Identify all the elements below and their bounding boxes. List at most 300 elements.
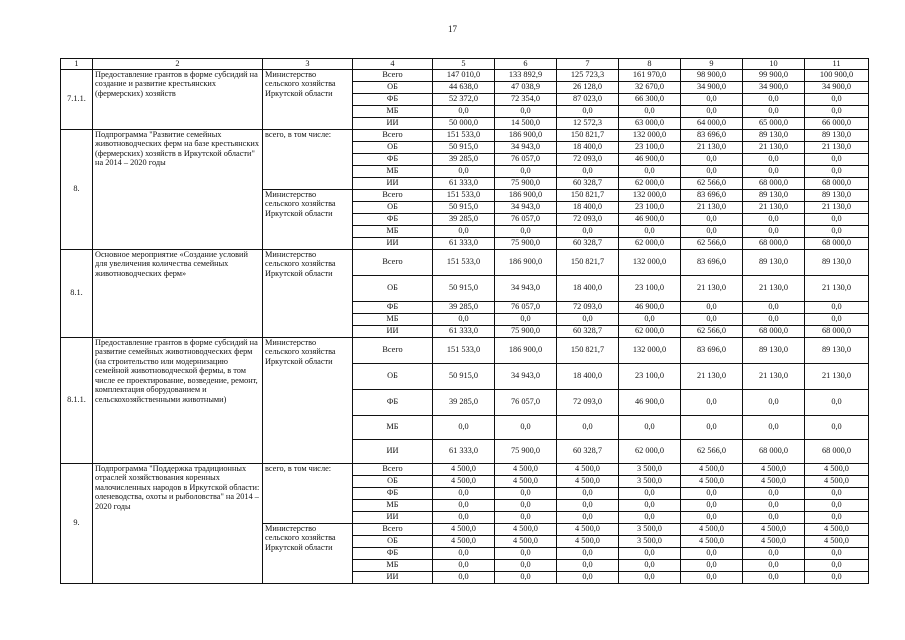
item-name: Основное мероприятие «Создание условий для увеличения количества семейных животноводческих ферм»: [93, 249, 263, 337]
funding-source: Всего: [353, 337, 433, 363]
item-number: 9.: [61, 463, 93, 583]
item-name: Подпрограмма "Поддержка традиционных отраслей хозяйствования коренных малочисленных народов в Иркутской области: оленеводства, охоты и рыболовства" на 2014 – 2020 годы: [93, 463, 263, 583]
amount-cell: 46 900,0: [619, 153, 681, 165]
funding-source: ИИ: [353, 511, 433, 523]
amount-cell: 0,0: [743, 571, 805, 583]
amount-cell: 0,0: [557, 499, 619, 511]
amount-cell: 18 400,0: [557, 275, 619, 301]
amount-cell: 4 500,0: [805, 535, 869, 547]
amount-cell: 68 000,0: [743, 439, 805, 463]
amount-cell: 0,0: [805, 559, 869, 571]
amount-cell: 186 900,0: [495, 249, 557, 275]
funding-source: Всего: [353, 69, 433, 81]
amount-cell: 4 500,0: [433, 463, 495, 475]
amount-cell: 76 057,0: [495, 389, 557, 415]
amount-cell: 26 128,0: [557, 81, 619, 93]
funding-source: ИИ: [353, 237, 433, 249]
amount-cell: 0,0: [557, 165, 619, 177]
amount-cell: 0,0: [681, 313, 743, 325]
amount-cell: 39 285,0: [433, 301, 495, 313]
amount-cell: 61 333,0: [433, 439, 495, 463]
amount-cell: 39 285,0: [433, 389, 495, 415]
amount-cell: 0,0: [495, 487, 557, 499]
amount-cell: 0,0: [619, 313, 681, 325]
table-row: [61, 129, 869, 141]
amount-cell: 0,0: [557, 415, 619, 439]
funding-source: ОБ: [353, 141, 433, 153]
amount-cell: 18 400,0: [557, 363, 619, 389]
amount-cell: 23 100,0: [619, 275, 681, 301]
amount-cell: 132 000,0: [619, 129, 681, 141]
amount-cell: 0,0: [433, 165, 495, 177]
funding-source: Всего: [353, 249, 433, 275]
executor: Министерство сельского хозяйства Иркутской области: [263, 189, 353, 249]
amount-cell: 0,0: [743, 225, 805, 237]
amount-cell: 151 533,0: [433, 249, 495, 275]
amount-cell: 83 696,0: [681, 189, 743, 201]
funding-source: Всего: [353, 523, 433, 535]
amount-cell: 89 130,0: [805, 337, 869, 363]
amount-cell: 0,0: [495, 559, 557, 571]
amount-cell: 0,0: [681, 165, 743, 177]
amount-cell: 0,0: [433, 487, 495, 499]
amount-cell: 4 500,0: [743, 535, 805, 547]
amount-cell: 0,0: [495, 511, 557, 523]
amount-cell: 23 100,0: [619, 141, 681, 153]
funding-source: ИИ: [353, 571, 433, 583]
amount-cell: 52 372,0: [433, 93, 495, 105]
header-cell: 1: [61, 59, 93, 70]
amount-cell: 50 915,0: [433, 201, 495, 213]
amount-cell: 64 000,0: [681, 117, 743, 129]
amount-cell: 132 000,0: [619, 189, 681, 201]
amount-cell: 4 500,0: [495, 535, 557, 547]
funding-source: Всего: [353, 189, 433, 201]
funding-source: МБ: [353, 165, 433, 177]
amount-cell: 0,0: [433, 499, 495, 511]
funding-source: МБ: [353, 499, 433, 511]
amount-cell: 83 696,0: [681, 129, 743, 141]
funding-table: [60, 58, 869, 584]
amount-cell: 61 333,0: [433, 325, 495, 337]
amount-cell: 34 900,0: [805, 81, 869, 93]
header-cell: 5: [433, 59, 495, 70]
amount-cell: 46 900,0: [619, 389, 681, 415]
amount-cell: 0,0: [805, 165, 869, 177]
amount-cell: 0,0: [805, 499, 869, 511]
amount-cell: 75 900,0: [495, 237, 557, 249]
amount-cell: 0,0: [805, 153, 869, 165]
amount-cell: 151 533,0: [433, 337, 495, 363]
amount-cell: 4 500,0: [681, 523, 743, 535]
amount-cell: 0,0: [805, 547, 869, 559]
amount-cell: 68 000,0: [805, 237, 869, 249]
amount-cell: 0,0: [743, 415, 805, 439]
amount-cell: 3 500,0: [619, 463, 681, 475]
executor: Министерство сельского хозяйства Иркутской области: [263, 523, 353, 583]
amount-cell: 186 900,0: [495, 129, 557, 141]
amount-cell: 34 943,0: [495, 201, 557, 213]
amount-cell: 0,0: [743, 313, 805, 325]
amount-cell: 76 057,0: [495, 301, 557, 313]
amount-cell: 4 500,0: [557, 535, 619, 547]
funding-source: МБ: [353, 415, 433, 439]
amount-cell: 125 723,3: [557, 69, 619, 81]
header-cell: 6: [495, 59, 557, 70]
funding-source: ФБ: [353, 301, 433, 313]
header-row: [61, 59, 869, 70]
funding-source: ИИ: [353, 117, 433, 129]
amount-cell: 0,0: [743, 93, 805, 105]
amount-cell: 34 943,0: [495, 363, 557, 389]
amount-cell: 0,0: [681, 153, 743, 165]
header-cell: 3: [263, 59, 353, 70]
amount-cell: 89 130,0: [743, 189, 805, 201]
table-row: [61, 69, 869, 81]
amount-cell: 34 943,0: [495, 275, 557, 301]
amount-cell: 62 000,0: [619, 439, 681, 463]
amount-cell: 0,0: [681, 571, 743, 583]
executor: Министерство сельского хозяйства Иркутской области: [263, 69, 353, 129]
amount-cell: 89 130,0: [743, 249, 805, 275]
amount-cell: 0,0: [433, 105, 495, 117]
amount-cell: 150 821,7: [557, 249, 619, 275]
header-cell: 2: [93, 59, 263, 70]
amount-cell: 0,0: [495, 165, 557, 177]
amount-cell: 0,0: [743, 389, 805, 415]
amount-cell: 161 970,0: [619, 69, 681, 81]
amount-cell: 0,0: [681, 415, 743, 439]
amount-cell: 99 900,0: [743, 69, 805, 81]
amount-cell: 0,0: [619, 499, 681, 511]
amount-cell: 0,0: [495, 313, 557, 325]
funding-source: ОБ: [353, 81, 433, 93]
amount-cell: 21 130,0: [681, 275, 743, 301]
funding-source: ИИ: [353, 177, 433, 189]
amount-cell: 4 500,0: [433, 523, 495, 535]
amount-cell: 0,0: [681, 547, 743, 559]
amount-cell: 66 300,0: [619, 93, 681, 105]
amount-cell: 0,0: [619, 571, 681, 583]
amount-cell: 0,0: [681, 105, 743, 117]
amount-cell: 0,0: [743, 559, 805, 571]
amount-cell: 0,0: [805, 313, 869, 325]
amount-cell: 47 038,9: [495, 81, 557, 93]
amount-cell: 72 093,0: [557, 301, 619, 313]
amount-cell: 18 400,0: [557, 201, 619, 213]
funding-source: ФБ: [353, 389, 433, 415]
amount-cell: 0,0: [743, 213, 805, 225]
amount-cell: 89 130,0: [743, 337, 805, 363]
amount-cell: 62 566,0: [681, 325, 743, 337]
amount-cell: 0,0: [557, 487, 619, 499]
amount-cell: 0,0: [805, 487, 869, 499]
amount-cell: 4 500,0: [805, 475, 869, 487]
amount-cell: 0,0: [495, 547, 557, 559]
amount-cell: 60 328,7: [557, 237, 619, 249]
amount-cell: 0,0: [805, 301, 869, 313]
amount-cell: 68 000,0: [743, 237, 805, 249]
amount-cell: 68 000,0: [743, 177, 805, 189]
amount-cell: 72 093,0: [557, 389, 619, 415]
funding-source: ОБ: [353, 535, 433, 547]
amount-cell: 0,0: [743, 165, 805, 177]
amount-cell: 61 333,0: [433, 237, 495, 249]
amount-cell: 132 000,0: [619, 337, 681, 363]
item-number: 8.1.1.: [61, 337, 93, 463]
item-name: Предоставление грантов в форме субсидий на создание и развитие крестьянских (фермерских) хозяйств: [93, 69, 263, 129]
table-row: [61, 249, 869, 275]
amount-cell: 0,0: [619, 487, 681, 499]
amount-cell: 65 000,0: [743, 117, 805, 129]
amount-cell: 151 533,0: [433, 129, 495, 141]
amount-cell: 89 130,0: [743, 129, 805, 141]
amount-cell: 4 500,0: [433, 535, 495, 547]
amount-cell: 0,0: [681, 559, 743, 571]
amount-cell: 0,0: [805, 511, 869, 523]
amount-cell: 39 285,0: [433, 153, 495, 165]
amount-cell: 3 500,0: [619, 475, 681, 487]
amount-cell: 21 130,0: [681, 141, 743, 153]
amount-cell: 62 000,0: [619, 325, 681, 337]
amount-cell: 0,0: [557, 571, 619, 583]
amount-cell: 4 500,0: [681, 475, 743, 487]
amount-cell: 4 500,0: [805, 463, 869, 475]
amount-cell: 21 130,0: [681, 363, 743, 389]
amount-cell: 21 130,0: [805, 275, 869, 301]
amount-cell: 4 500,0: [557, 475, 619, 487]
item-name: Подпрограмма "Развитие семейных животноводческих ферм на базе крестьянских (фермерских) хозяйств в Иркутской области" на 2014 – 2020 годы: [93, 129, 263, 249]
amount-cell: 0,0: [805, 105, 869, 117]
amount-cell: 0,0: [681, 301, 743, 313]
amount-cell: 18 400,0: [557, 141, 619, 153]
funding-source: ОБ: [353, 275, 433, 301]
amount-cell: 150 821,7: [557, 189, 619, 201]
amount-cell: 4 500,0: [557, 463, 619, 475]
amount-cell: 151 533,0: [433, 189, 495, 201]
amount-cell: 21 130,0: [743, 201, 805, 213]
amount-cell: 0,0: [495, 225, 557, 237]
header-cell: 7: [557, 59, 619, 70]
amount-cell: 72 354,0: [495, 93, 557, 105]
amount-cell: 0,0: [495, 415, 557, 439]
amount-cell: 4 500,0: [743, 463, 805, 475]
amount-cell: 0,0: [619, 511, 681, 523]
funding-source: ФБ: [353, 547, 433, 559]
amount-cell: 46 900,0: [619, 213, 681, 225]
amount-cell: 3 500,0: [619, 535, 681, 547]
amount-cell: 12 572,3: [557, 117, 619, 129]
amount-cell: 0,0: [557, 313, 619, 325]
amount-cell: 39 285,0: [433, 213, 495, 225]
header-cell: 8: [619, 59, 681, 70]
amount-cell: 133 892,9: [495, 69, 557, 81]
executor: всего, в том числе:: [263, 463, 353, 523]
amount-cell: 89 130,0: [805, 249, 869, 275]
amount-cell: 0,0: [743, 511, 805, 523]
header-cell: 10: [743, 59, 805, 70]
amount-cell: 4 500,0: [743, 523, 805, 535]
amount-cell: 34 900,0: [743, 81, 805, 93]
amount-cell: 68 000,0: [805, 439, 869, 463]
amount-cell: 34 943,0: [495, 141, 557, 153]
amount-cell: 0,0: [743, 153, 805, 165]
amount-cell: 0,0: [433, 571, 495, 583]
amount-cell: 100 900,0: [805, 69, 869, 81]
amount-cell: 4 500,0: [495, 523, 557, 535]
amount-cell: 63 000,0: [619, 117, 681, 129]
amount-cell: 0,0: [495, 105, 557, 117]
amount-cell: 0,0: [743, 547, 805, 559]
amount-cell: 0,0: [557, 559, 619, 571]
amount-cell: 60 328,7: [557, 439, 619, 463]
amount-cell: 0,0: [495, 571, 557, 583]
amount-cell: 0,0: [805, 213, 869, 225]
amount-cell: 0,0: [433, 313, 495, 325]
amount-cell: 76 057,0: [495, 213, 557, 225]
amount-cell: 62 566,0: [681, 237, 743, 249]
amount-cell: 3 500,0: [619, 523, 681, 535]
amount-cell: 0,0: [681, 499, 743, 511]
amount-cell: 21 130,0: [743, 141, 805, 153]
funding-source: ФБ: [353, 93, 433, 105]
amount-cell: 21 130,0: [743, 275, 805, 301]
amount-cell: 60 328,7: [557, 325, 619, 337]
amount-cell: 0,0: [681, 389, 743, 415]
funding-source: ИИ: [353, 439, 433, 463]
amount-cell: 21 130,0: [805, 363, 869, 389]
amount-cell: 0,0: [619, 559, 681, 571]
amount-cell: 72 093,0: [557, 213, 619, 225]
amount-cell: 68 000,0: [805, 325, 869, 337]
amount-cell: 0,0: [681, 511, 743, 523]
amount-cell: 34 900,0: [681, 81, 743, 93]
amount-cell: 0,0: [743, 487, 805, 499]
amount-cell: 0,0: [743, 105, 805, 117]
amount-cell: 4 500,0: [805, 523, 869, 535]
funding-source: МБ: [353, 105, 433, 117]
amount-cell: 0,0: [681, 213, 743, 225]
funding-source: ОБ: [353, 363, 433, 389]
amount-cell: 68 000,0: [743, 325, 805, 337]
executor: всего, в том числе:: [263, 129, 353, 189]
amount-cell: 0,0: [681, 487, 743, 499]
item-number: 7.1.1.: [61, 69, 93, 129]
amount-cell: 50 915,0: [433, 275, 495, 301]
amount-cell: 62 566,0: [681, 177, 743, 189]
amount-cell: 23 100,0: [619, 201, 681, 213]
table-body: [61, 69, 869, 583]
item-number: 8.1.: [61, 249, 93, 337]
amount-cell: 83 696,0: [681, 337, 743, 363]
amount-cell: 0,0: [805, 571, 869, 583]
amount-cell: 4 500,0: [681, 463, 743, 475]
amount-cell: 4 500,0: [681, 535, 743, 547]
amount-cell: 0,0: [557, 547, 619, 559]
executor: Министерство сельского хозяйства Иркутской области: [263, 249, 353, 337]
item-number: 8.: [61, 129, 93, 249]
amount-cell: 32 670,0: [619, 81, 681, 93]
amount-cell: 98 900,0: [681, 69, 743, 81]
amount-cell: 0,0: [433, 415, 495, 439]
header-cell: 4: [353, 59, 433, 70]
amount-cell: 62 000,0: [619, 237, 681, 249]
amount-cell: 72 093,0: [557, 153, 619, 165]
amount-cell: 75 900,0: [495, 177, 557, 189]
amount-cell: 76 057,0: [495, 153, 557, 165]
header-cell: 9: [681, 59, 743, 70]
amount-cell: 0,0: [557, 511, 619, 523]
amount-cell: 132 000,0: [619, 249, 681, 275]
funding-source: МБ: [353, 313, 433, 325]
amount-cell: 4 500,0: [495, 463, 557, 475]
amount-cell: 0,0: [557, 105, 619, 117]
amount-cell: 61 333,0: [433, 177, 495, 189]
amount-cell: 0,0: [805, 389, 869, 415]
amount-cell: 150 821,7: [557, 337, 619, 363]
executor: Министерство сельского хозяйства Иркутской области: [263, 337, 353, 463]
amount-cell: 4 500,0: [557, 523, 619, 535]
amount-cell: 0,0: [433, 225, 495, 237]
amount-cell: 0,0: [619, 415, 681, 439]
amount-cell: 0,0: [743, 499, 805, 511]
amount-cell: 60 328,7: [557, 177, 619, 189]
amount-cell: 4 500,0: [743, 475, 805, 487]
amount-cell: 0,0: [433, 547, 495, 559]
amount-cell: 46 900,0: [619, 301, 681, 313]
amount-cell: 50 915,0: [433, 363, 495, 389]
amount-cell: 4 500,0: [433, 475, 495, 487]
amount-cell: 0,0: [805, 93, 869, 105]
amount-cell: 89 130,0: [805, 189, 869, 201]
page-number: 17: [448, 24, 457, 34]
amount-cell: 14 500,0: [495, 117, 557, 129]
amount-cell: 75 900,0: [495, 439, 557, 463]
amount-cell: 21 130,0: [805, 201, 869, 213]
amount-cell: 21 130,0: [805, 141, 869, 153]
amount-cell: 0,0: [619, 225, 681, 237]
amount-cell: 87 023,0: [557, 93, 619, 105]
amount-cell: 23 100,0: [619, 363, 681, 389]
amount-cell: 0,0: [433, 511, 495, 523]
amount-cell: 147 010,0: [433, 69, 495, 81]
funding-source: ИИ: [353, 325, 433, 337]
item-name: Предоставление грантов в форме субсидий на развитие семейных животноводческих ферм (на строительство или модернизацию семейной животноводческой фермы, в том числе ее проектирование, возведение, ремонт, комплектация оборудованием и сельскохозяйственными животными): [93, 337, 263, 463]
amount-cell: 62 566,0: [681, 439, 743, 463]
funding-source: МБ: [353, 225, 433, 237]
funding-source: ФБ: [353, 153, 433, 165]
amount-cell: 0,0: [619, 105, 681, 117]
amount-cell: 66 000,0: [805, 117, 869, 129]
amount-cell: 0,0: [805, 225, 869, 237]
amount-cell: 68 000,0: [805, 177, 869, 189]
funding-source: МБ: [353, 559, 433, 571]
amount-cell: 4 500,0: [495, 475, 557, 487]
amount-cell: 21 130,0: [743, 363, 805, 389]
amount-cell: 0,0: [619, 547, 681, 559]
funding-source: Всего: [353, 463, 433, 475]
amount-cell: 0,0: [681, 225, 743, 237]
funding-source: Всего: [353, 129, 433, 141]
amount-cell: 0,0: [619, 165, 681, 177]
funding-source: ФБ: [353, 487, 433, 499]
amount-cell: 186 900,0: [495, 189, 557, 201]
amount-cell: 62 000,0: [619, 177, 681, 189]
amount-cell: 21 130,0: [681, 201, 743, 213]
amount-cell: 89 130,0: [805, 129, 869, 141]
amount-cell: 44 638,0: [433, 81, 495, 93]
table-row: [61, 337, 869, 363]
